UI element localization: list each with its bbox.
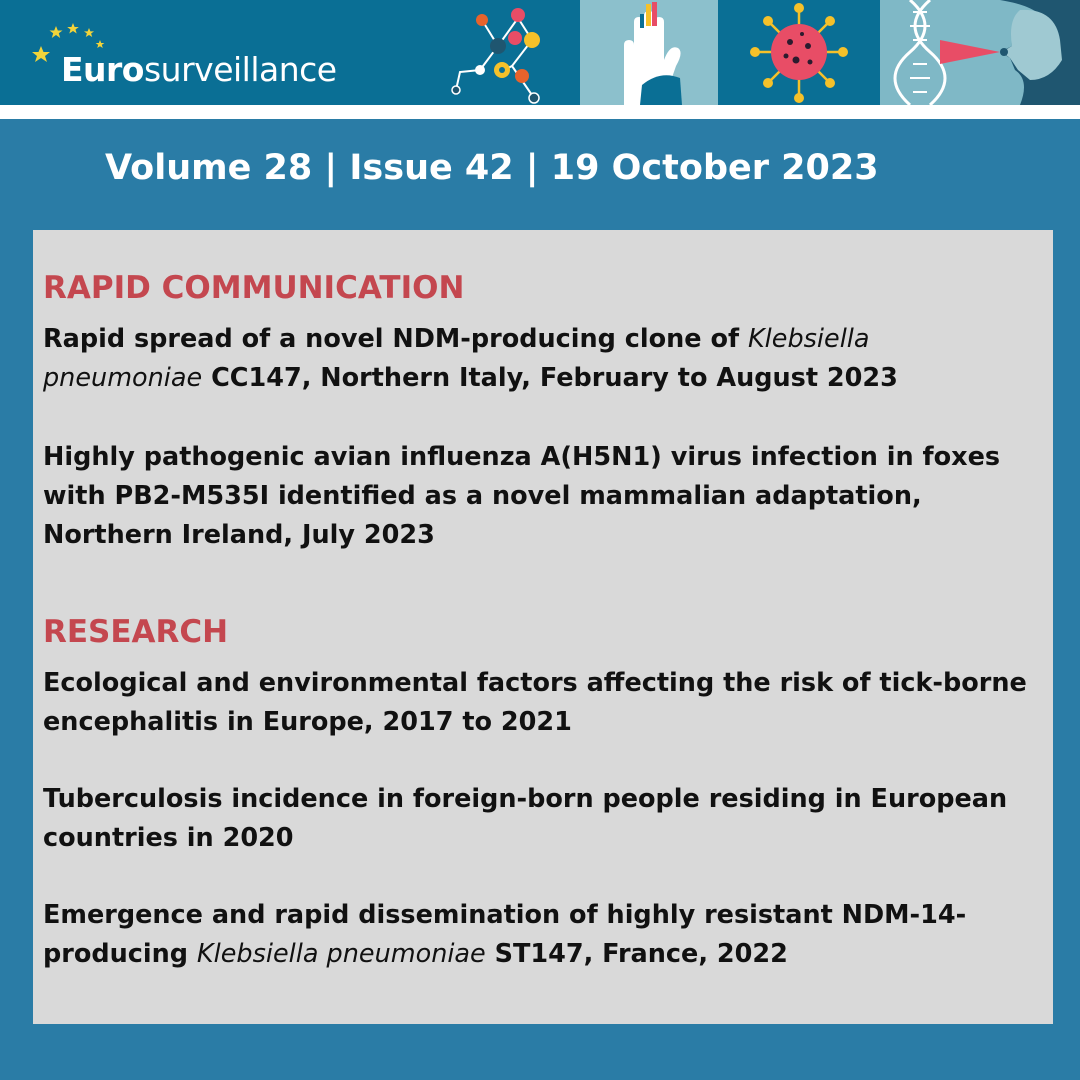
article-link[interactable]: Highly pathogenic avian influenza A(H5N1) virus infection in foxes with PB2-M535I identified as a novel mammalian adaptation, Northern Ireland, July 2023 (43, 442, 1001, 550)
virus-art (718, 0, 880, 105)
issue-info: Volume 28 | Issue 42 | 19 October 2023 (105, 148, 879, 188)
section-heading-research: RESEARCH (43, 614, 229, 650)
hand-art (580, 0, 718, 105)
header-divider (0, 105, 1080, 119)
network-art (440, 0, 580, 105)
article-link[interactable]: Ecological and environmental factors affecting the risk of tick-borne encephalitis in Europe, 2017 to 2021 (43, 668, 1027, 737)
brand-wordmark: Eurosurveillance (61, 50, 337, 89)
virus-icon (718, 0, 880, 105)
header-banner (0, 0, 1080, 105)
article-link[interactable]: Rapid spread of a novel NDM-producing clone of Klebsiella pneumoniae CC147, Northern Italy, February to August 2023 (43, 324, 898, 393)
dna-icon (880, 0, 1080, 105)
hand-icon (580, 0, 718, 105)
article-link[interactable]: Emergence and rapid dissemination of highly resistant NDM-14-producing Klebsiella pneumoniae ST147, France, 2022 (43, 900, 967, 969)
network-icon (440, 0, 580, 105)
article-link[interactable]: Tuberculosis incidence in foreign-born people residing in European countries in 2020 (43, 784, 1008, 853)
contents-panel (33, 230, 1053, 1024)
dna-art (880, 0, 1080, 105)
section-heading-rapid-communication: RAPID COMMUNICATION (43, 270, 465, 306)
eurosurveillance-logo[interactable] (28, 20, 358, 90)
